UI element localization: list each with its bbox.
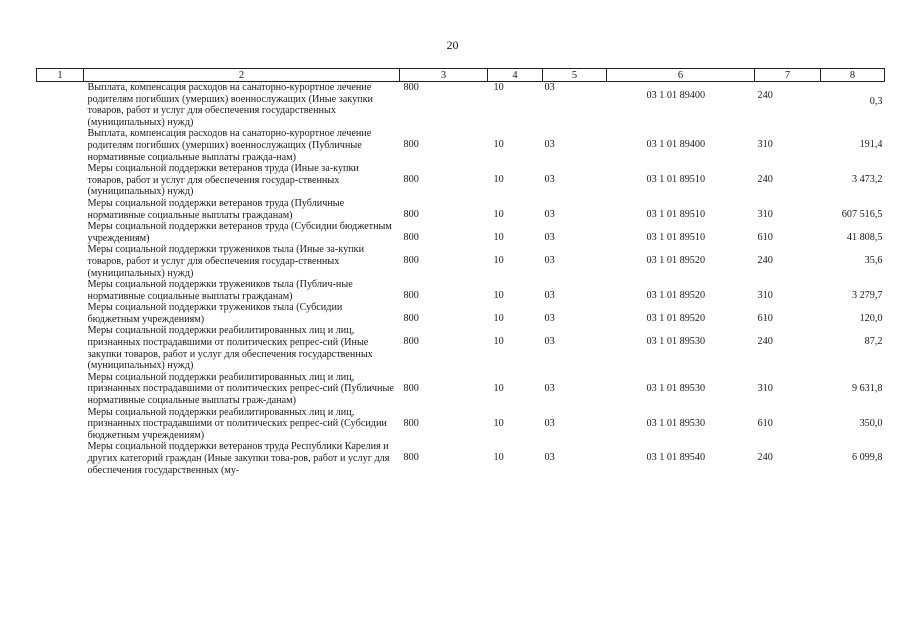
table-body bbox=[37, 82, 885, 477]
row-number-cell bbox=[37, 302, 84, 325]
row-cell-c3: 800 bbox=[403, 82, 419, 93]
table-row bbox=[37, 325, 885, 371]
budget-table bbox=[36, 68, 885, 476]
row-description: Меры социальной поддержки реабилитированных лиц и лиц, признанных пострадавшими от политических репрес-сий (Субсидии бюджетным учреждениям) bbox=[87, 406, 387, 441]
row-cell-c8: 3 473,2 bbox=[851, 174, 883, 186]
row-cell-c7: 310 bbox=[757, 208, 773, 220]
row-cell-c4: 10 bbox=[493, 417, 504, 429]
row-cell-c3: 800 bbox=[403, 417, 419, 429]
row-cell-c5: 03 bbox=[544, 290, 555, 302]
row-cell-c7: 310 bbox=[757, 382, 773, 394]
row-cell-c6: 03 1 01 89530 bbox=[646, 382, 706, 394]
row-number-cell bbox=[37, 279, 84, 302]
row-cell-c5: 03 bbox=[544, 139, 555, 151]
row-cell-c6: 03 1 01 89510 bbox=[646, 232, 706, 244]
column-header-1: 1 bbox=[37, 69, 84, 82]
row-number-cell bbox=[37, 128, 84, 163]
row-cell-c3: 800 bbox=[403, 232, 419, 244]
row-cell-c8: 0,3 bbox=[869, 96, 883, 107]
header-row bbox=[37, 69, 885, 82]
row-cell-c3: 800 bbox=[403, 139, 419, 151]
row-number-cell bbox=[37, 198, 84, 221]
row-cell-c3: 800 bbox=[403, 255, 419, 267]
row-description: Меры социальной поддержки ветеранов труда (Иные за-купки товаров, работ и услуг для обеспечения государ-ственных (муниципальных) нужд) bbox=[87, 163, 359, 198]
row-cell-c7: 240 bbox=[757, 174, 773, 186]
row-cell-c6: 03 1 01 89520 bbox=[646, 255, 706, 267]
row-cell-c7: 240 bbox=[757, 90, 773, 101]
row-cell-c8: 35,6 bbox=[864, 255, 883, 267]
row-cell-c6: 03 1 01 89540 bbox=[646, 452, 706, 464]
row-description: Меры социальной поддержки реабилитированных лиц и лиц, признанных пострадавшими от политических репрес-сий (Публичные нормативные социальные выплаты граж-данам) bbox=[87, 371, 394, 407]
row-cell-c7: 610 bbox=[757, 232, 773, 244]
row-cell-c6: 03 1 01 89400 bbox=[646, 90, 706, 101]
row-cell-c5: 03 bbox=[544, 382, 555, 394]
row-number-cell bbox=[37, 82, 84, 129]
row-description: Меры социальной поддержки тружеников тыла (Публич-ные нормативные социальные выплаты гражданам) bbox=[87, 279, 353, 302]
page-number: 20 bbox=[446, 38, 459, 52]
column-header-6: 6 bbox=[607, 69, 755, 82]
row-cell-c7: 240 bbox=[757, 452, 773, 464]
column-header-8: 8 bbox=[821, 69, 885, 82]
table-row bbox=[37, 279, 885, 302]
row-cell-c5: 03 bbox=[544, 82, 555, 93]
column-header-3: 3 bbox=[400, 69, 488, 82]
row-number-cell bbox=[37, 441, 84, 476]
row-number-cell bbox=[37, 407, 84, 442]
row-cell-c4: 10 bbox=[493, 232, 504, 244]
row-cell-c7: 310 bbox=[757, 139, 773, 151]
row-description: Выплата, компенсация расходов на санаторно-курортное лечение родителям погибших (умерших) военнослужащих (Публичные нормативные социальные выплаты гражда-нам) bbox=[87, 128, 372, 163]
row-cell-c8: 607 516,5 bbox=[841, 208, 883, 220]
row-cell-c8: 41 808,5 bbox=[846, 232, 883, 244]
row-cell-c4: 10 bbox=[493, 290, 504, 302]
table-row bbox=[37, 163, 885, 198]
row-cell-c4: 10 bbox=[493, 174, 504, 186]
row-cell-c6: 03 1 01 89530 bbox=[646, 336, 706, 348]
row-cell-c8: 191,4 bbox=[859, 139, 883, 151]
row-cell-c5: 03 bbox=[544, 208, 555, 220]
row-number-cell bbox=[37, 163, 84, 198]
row-cell-c8: 120,0 bbox=[859, 313, 883, 325]
row-cell-c5: 03 bbox=[544, 232, 555, 244]
row-cell-c7: 610 bbox=[757, 417, 773, 429]
table-row bbox=[37, 198, 885, 221]
table-row bbox=[37, 302, 885, 325]
row-cell-c5: 03 bbox=[544, 313, 555, 325]
row-cell-c5: 03 bbox=[544, 174, 555, 186]
table-row bbox=[37, 82, 885, 129]
row-cell-c4: 10 bbox=[493, 452, 504, 464]
row-cell-c7: 610 bbox=[757, 313, 773, 325]
row-description: Меры социальной поддержки ветеранов труда (Публичные нормативные социальные выплаты гражданам) bbox=[87, 197, 345, 221]
column-header-7: 7 bbox=[755, 69, 821, 82]
column-header-5: 5 bbox=[543, 69, 607, 82]
row-cell-c6: 03 1 01 89520 bbox=[646, 290, 706, 302]
row-cell-c3: 800 bbox=[403, 336, 419, 348]
table-row bbox=[37, 221, 885, 244]
row-cell-c5: 03 bbox=[544, 336, 555, 348]
row-cell-c4: 10 bbox=[493, 336, 504, 348]
row-cell-c8: 87,2 bbox=[864, 336, 883, 348]
row-cell-c8: 3 279,7 bbox=[851, 290, 883, 302]
table-row bbox=[37, 244, 885, 279]
table-row bbox=[37, 128, 885, 163]
row-description: Меры социальной поддержки ветеранов труда Республики Карелия и других категорий граждан (Иные закупки това-ров, работ и услуг для обеспечения государственных (му- bbox=[87, 441, 390, 476]
row-cell-c5: 03 bbox=[544, 417, 555, 429]
row-description: Меры социальной поддержки ветеранов труда (Субсидии бюджетным учреждениям) bbox=[87, 221, 392, 244]
row-cell-c8: 6 099,8 bbox=[851, 452, 883, 464]
column-header-2: 2 bbox=[84, 69, 400, 82]
table-row bbox=[37, 441, 885, 476]
row-cell-c6: 03 1 01 89510 bbox=[646, 208, 706, 220]
row-cell-c4: 10 bbox=[493, 382, 504, 394]
row-cell-c4: 10 bbox=[493, 82, 504, 93]
row-cell-c6: 03 1 01 89520 bbox=[646, 313, 706, 325]
row-cell-c4: 10 bbox=[493, 313, 504, 325]
row-number-cell bbox=[37, 325, 84, 371]
row-number-cell bbox=[37, 372, 84, 407]
row-cell-c3: 800 bbox=[403, 290, 419, 302]
row-cell-c5: 03 bbox=[544, 452, 555, 464]
row-description: Меры социальной поддержки тружеников тыла (Иные за-купки товаров, работ и услуг для обеспечения государ-ственных (муниципальных) нужд) bbox=[87, 244, 365, 279]
row-cell-c7: 310 bbox=[757, 290, 773, 302]
row-cell-c8: 350,0 bbox=[859, 417, 883, 429]
row-cell-c6: 03 1 01 89510 bbox=[646, 174, 706, 186]
row-cell-c7: 240 bbox=[757, 336, 773, 348]
row-cell-c4: 10 bbox=[493, 255, 504, 267]
row-cell-c7: 240 bbox=[757, 255, 773, 267]
row-number-cell bbox=[37, 244, 84, 279]
row-cell-c3: 800 bbox=[403, 208, 419, 220]
row-cell-c3: 800 bbox=[403, 174, 419, 186]
row-cell-c6: 03 1 01 89530 bbox=[646, 417, 706, 429]
row-cell-c3: 800 bbox=[403, 313, 419, 325]
row-number-cell bbox=[37, 221, 84, 244]
row-cell-c8: 9 631,8 bbox=[851, 382, 883, 394]
row-cell-c3: 800 bbox=[403, 452, 419, 464]
column-header-4: 4 bbox=[488, 69, 543, 82]
row-cell-c3: 800 bbox=[403, 382, 419, 394]
table-row bbox=[37, 407, 885, 442]
row-cell-c5: 03 bbox=[544, 255, 555, 267]
row-cell-c4: 10 bbox=[493, 139, 504, 151]
row-cell-c6: 03 1 01 89400 bbox=[646, 139, 706, 151]
table-row bbox=[37, 372, 885, 407]
row-description: Выплата, компенсация расходов на санаторно-курортное лечение родителям погибших (умерших) военнослужащих (Иные закупки товаров, работ и услуг для обеспечения государственных (муниципальных) нужд) bbox=[87, 82, 374, 128]
row-description: Меры социальной поддержки тружеников тыла (Субсидии бюджетным учреждениям) bbox=[87, 302, 343, 325]
row-description: Меры социальной поддержки реабилитированных лиц и лиц, признанных пострадавшими от политических репрес-сий (Иные закупки товаров, работ и услуг для обеспечения государственных (муниципальных) нужд) bbox=[87, 325, 373, 372]
row-cell-c4: 10 bbox=[493, 208, 504, 220]
